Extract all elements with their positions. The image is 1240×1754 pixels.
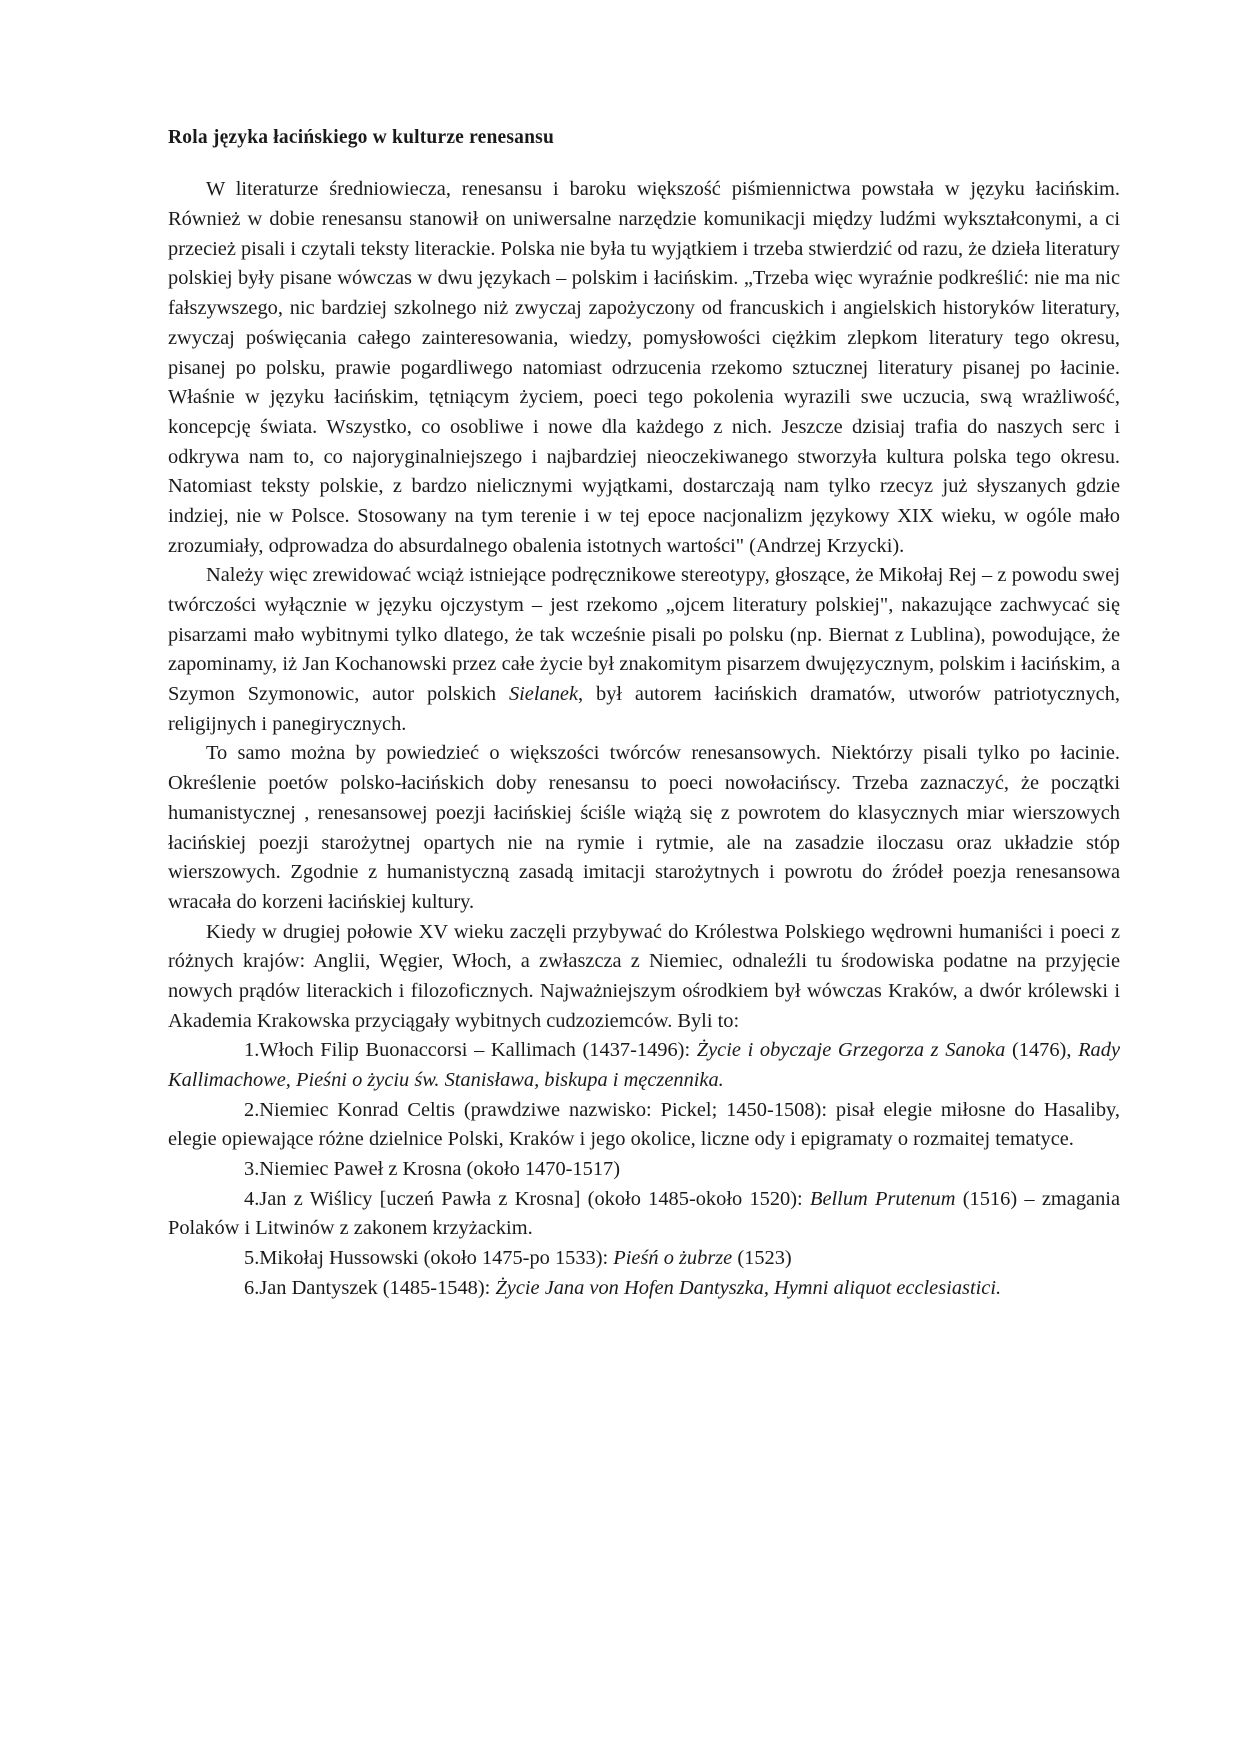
list-number: 3. [244, 1158, 260, 1181]
document-body [168, 175, 1120, 1303]
paragraph-2-part1: Należy więc zrewidować wciąż istniejące podręcznikowe stereotypy, głoszące, że Mikołaj Rej – z powodu swej twórczości wyłącznie w języku ojczystym – jest rzekomo „ojcem literatury polskiej", nakazujące zachwycać się pisarzami mało wybitnymi tylko dlatego, że tak wcześnie pisali po polsku (np. Biernat z Lublina), powodujące, że zapominamy, iż Jan Kochanowski przez całe życie był znakomitym pisarzem dwujęzycznym, polskim i łacińskim, a Szymon Szymonowic, autor polskich [168, 564, 1120, 706]
list-item [168, 1244, 1120, 1274]
list-text-part1: Włoch Filip Buonaccorsi – Kallimach (1437-1496): [259, 1039, 697, 1062]
list-number: 1. [244, 1039, 260, 1062]
page-title: Rola języka łacińskiego w kulturze renesansu [168, 127, 554, 148]
list-item [168, 1096, 1120, 1155]
list-text-part1: Jan Dantyszek (1485-1548): [259, 1276, 496, 1299]
list-text-part2: (1516) – zmagania Polaków i Litwinów z zakonem krzyżackim. [168, 1187, 1120, 1240]
list-text-part1: Mikołaj Hussowski (około 1475-po 1533): [259, 1247, 614, 1270]
list-item [168, 1274, 1120, 1304]
list-text-part2: (1523) [732, 1247, 792, 1270]
list-text-part2: (1476), [1005, 1039, 1079, 1062]
list-number: 5. [244, 1247, 260, 1270]
list-item [168, 1036, 1120, 1095]
work-title: Życie Jana von Hofen Dantyszka, Hymni aliquot ecclesiastici. [495, 1276, 1002, 1299]
list-item [168, 1185, 1120, 1244]
list-number: 6. [244, 1276, 260, 1299]
work-title-sielanek: Sielanek [508, 683, 579, 706]
paragraph-1: W literaturze średniowiecza, renesansu i baroku większość piśmiennictwa powstała w języku łacińskim. Również w dobie renesansu stanowił on uniwersalne narzędzie komunikacji między ludźmi wykształconymi, a ci przecież pisali i czytali teksty literackie. Polska nie była tu wyjątkiem i trzeba stwierdzić od razu, że dzieła literatury polskiej były pisane wówczas w dwu językach – polskim i łacińskim. „Trzeba więc wyraźnie podkreślić: nie ma nic fałszywszego, nic bardziej szkolnego niż zwyczaj zapożyczony od francuskich i angielskich historyków literatury, zwyczaj poświęcania całego zainteresowania, wiedzy, pomysłowości ciężkim zlepkom literatury tego okresu, pisanej po polsku, prawie pogardliwego natomiast odrzucenia rzekomo sztucznej literatury pisanej po łacinie. Właśnie w języku łacińskim, tętniącym życiem, poeci tego pokolenia wyrazili swe uczucia, swą wrażliwość, koncepcję świata. Wszystko, co osobliwe i nowe dla każdego z nich. Jeszcze dzisiaj trafia do naszych serc i odkrywa nam to, co najoryginalniejszego i najbardziej nieoczekiwanego stworzyła kultura polska tego okresu. Natomiast teksty polskie, z bardzo nielicznymi wyjątkami, dostarczają nam tylko rzecyz już słyszanych gdzie indziej, nie w Polsce. Stosowany na tym terenie i w tej epoce nacjonalizm językowy XIX wieku, w ogóle mało zrozumiały, odprowadza do absurdalnego obalenia istotnych wartości" (Andrzej Krzycki). [168, 178, 1120, 557]
list-text-part1: Niemiec Paweł z Krosna (około 1470-1517) [259, 1158, 621, 1181]
work-title: Pieśń o żubrze [613, 1247, 733, 1270]
list-text-part1: Jan z Wiślicy [uczeń Pawła z Krosna] (około 1485-około 1520): [259, 1187, 810, 1210]
list-text-part1: Niemiec Konrad Celtis (prawdziwe nazwisko: Pickel; 1450-1508): pisał elegie miłosne do Hasaliby, elegie opiewające różne dzielnice Polski, Kraków i jego okolice, liczne ody i epigramaty o rozmaitej tematyce. [168, 1098, 1120, 1151]
list-item [168, 1155, 1120, 1185]
paragraph-3: To samo można by powiedzieć o większości twórców renesansowych. Niektórzy pisali tylko po łacinie. Określenie poetów polsko-łacińskich doby renesansu to poeci nowołacińscy. Trzeba zaznaczyć, że początki humanistycznej , renesansowej poezji łacińskiej ściśle wiążą się z powrotem do klasycznych miar wierszowych łacińskiej poezji starożytnej opartych nie na rymie i rytmie, ale na zasadzie iloczasu oraz układzie stóp wierszowych. Zgodnie z humanistyczną zasadą imitacji starożytnych i powrotu do źródeł poezja renesansowa wracała do korzeni łacińskiej kultury. [168, 742, 1120, 913]
work-title-secondary: Rady Kallimachowe, Pieśni o życiu św. Stanisława, biskupa i męczennika. [168, 1039, 1120, 1092]
paragraph-4: Kiedy w drugiej połowie XV wieku zaczęli przybywać do Królestwa Polskiego wędrowni humaniści i poeci z różnych krajów: Anglii, Węgier, Włoch, a zwłaszcza z Niemiec, odnaleźli tu środowiska podatne na przyjęcie nowych prądów literackich i filozoficznych. Najważniejszym ośrodkiem był wówczas Kraków, a dwór królewski i Akademia Krakowska przyciągały wybitnych cudzoziemców. Byli to: [168, 920, 1120, 1032]
list-number: 4. [244, 1187, 260, 1210]
paragraph-2-part2: , był autorem łacińskich dramatów, utworów patriotycznych, religijnych i panegirycznych. [168, 683, 1120, 735]
work-title: Życie i obyczaje Grzegorza z Sanoka [696, 1039, 1006, 1062]
work-title: Bellum Prutenum [810, 1187, 956, 1210]
paragraph-2 [168, 561, 1120, 739]
list-number: 2. [244, 1098, 260, 1121]
